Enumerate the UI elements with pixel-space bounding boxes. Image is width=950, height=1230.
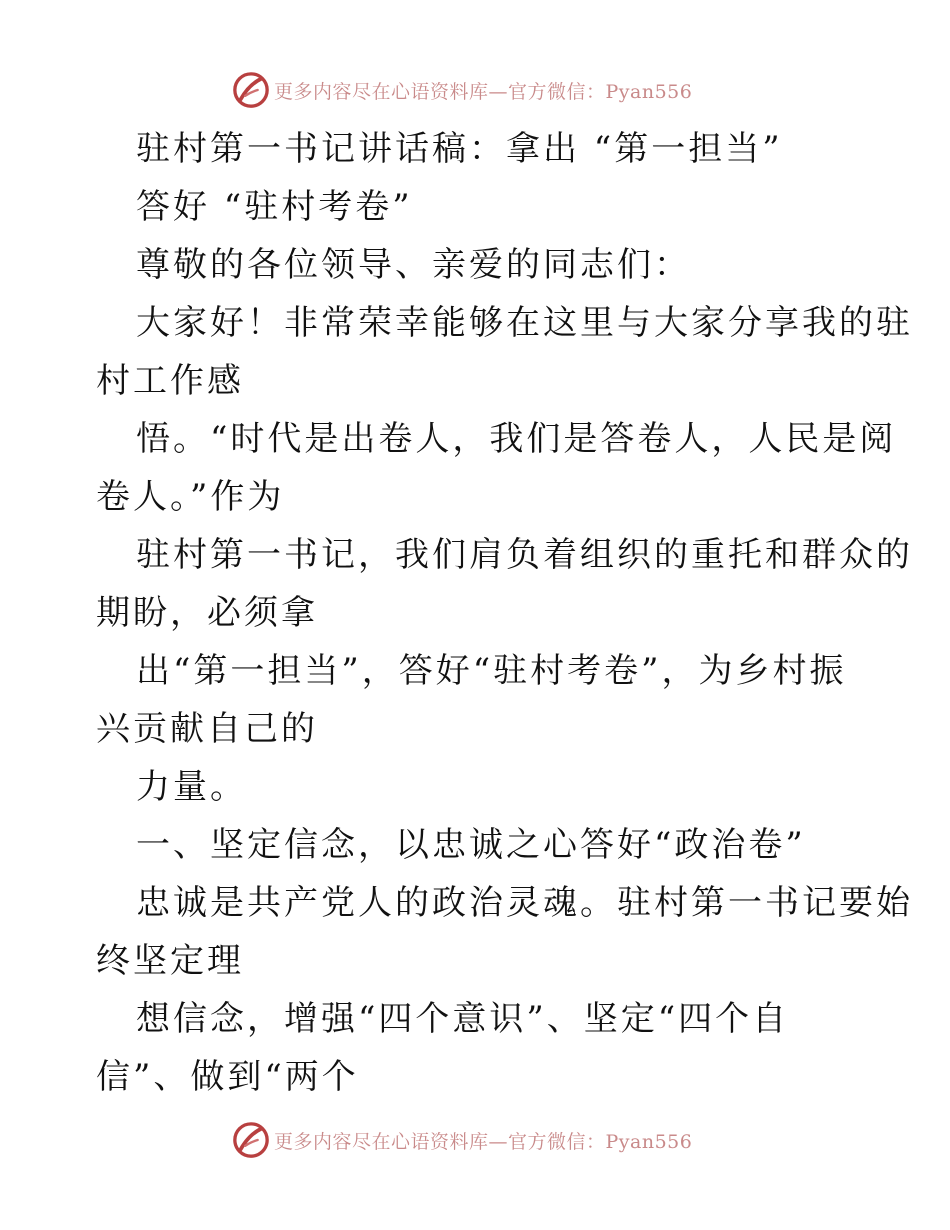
paragraph-line: 悟。“时代是出卷人，我们是答卷人，人民是阅 — [136, 419, 897, 459]
salutation-line: 尊敬的各位领导、亲爱的同志们： — [136, 245, 691, 285]
paragraph-line: 村工作感 — [96, 361, 244, 401]
paragraph-line: 大家好！非常荣幸能够在这里与大家分享我的驻 — [136, 303, 913, 343]
title-line-1: 驻村第一书记讲话稿：拿出 “第一担当” — [136, 129, 783, 169]
paragraph-line: 驻村第一书记，我们肩负着组织的重托和群众的 — [136, 535, 913, 575]
paragraph-line: 力量。 — [136, 767, 247, 807]
paragraph-line: 卷人。”作为 — [96, 477, 285, 517]
brush-seal-icon — [232, 1121, 270, 1159]
paragraph-line: 终坚定理 — [96, 941, 244, 981]
brush-seal-icon — [232, 71, 270, 109]
watermark-text: 更多内容尽在心语资料库—官方微信：Pyan556 — [274, 80, 693, 103]
paragraph-line: 出“第一担当”，答好“驻村考卷”，为乡村振 — [136, 651, 847, 691]
watermark-header — [232, 68, 712, 112]
document-body — [96, 120, 913, 1106]
paragraph-line: 信”、做到“两个 — [96, 1057, 359, 1097]
title-line-2: 答好 “驻村考卷” — [136, 187, 413, 227]
watermark-footer — [232, 1118, 712, 1162]
watermark-text: 更多内容尽在心语资料库—官方微信：Pyan556 — [274, 1130, 693, 1153]
paragraph-line: 兴贡献自己的 — [96, 709, 318, 749]
paragraph-line: 想信念，增强“四个意识”、坚定“四个自 — [136, 999, 790, 1039]
section-heading: 一、坚定信念，以忠诚之心答好“政治卷” — [136, 825, 806, 865]
paragraph-line: 忠诚是共产党人的政治灵魂。驻村第一书记要始 — [136, 883, 913, 923]
paragraph-line: 期盼，必须拿 — [96, 593, 318, 633]
